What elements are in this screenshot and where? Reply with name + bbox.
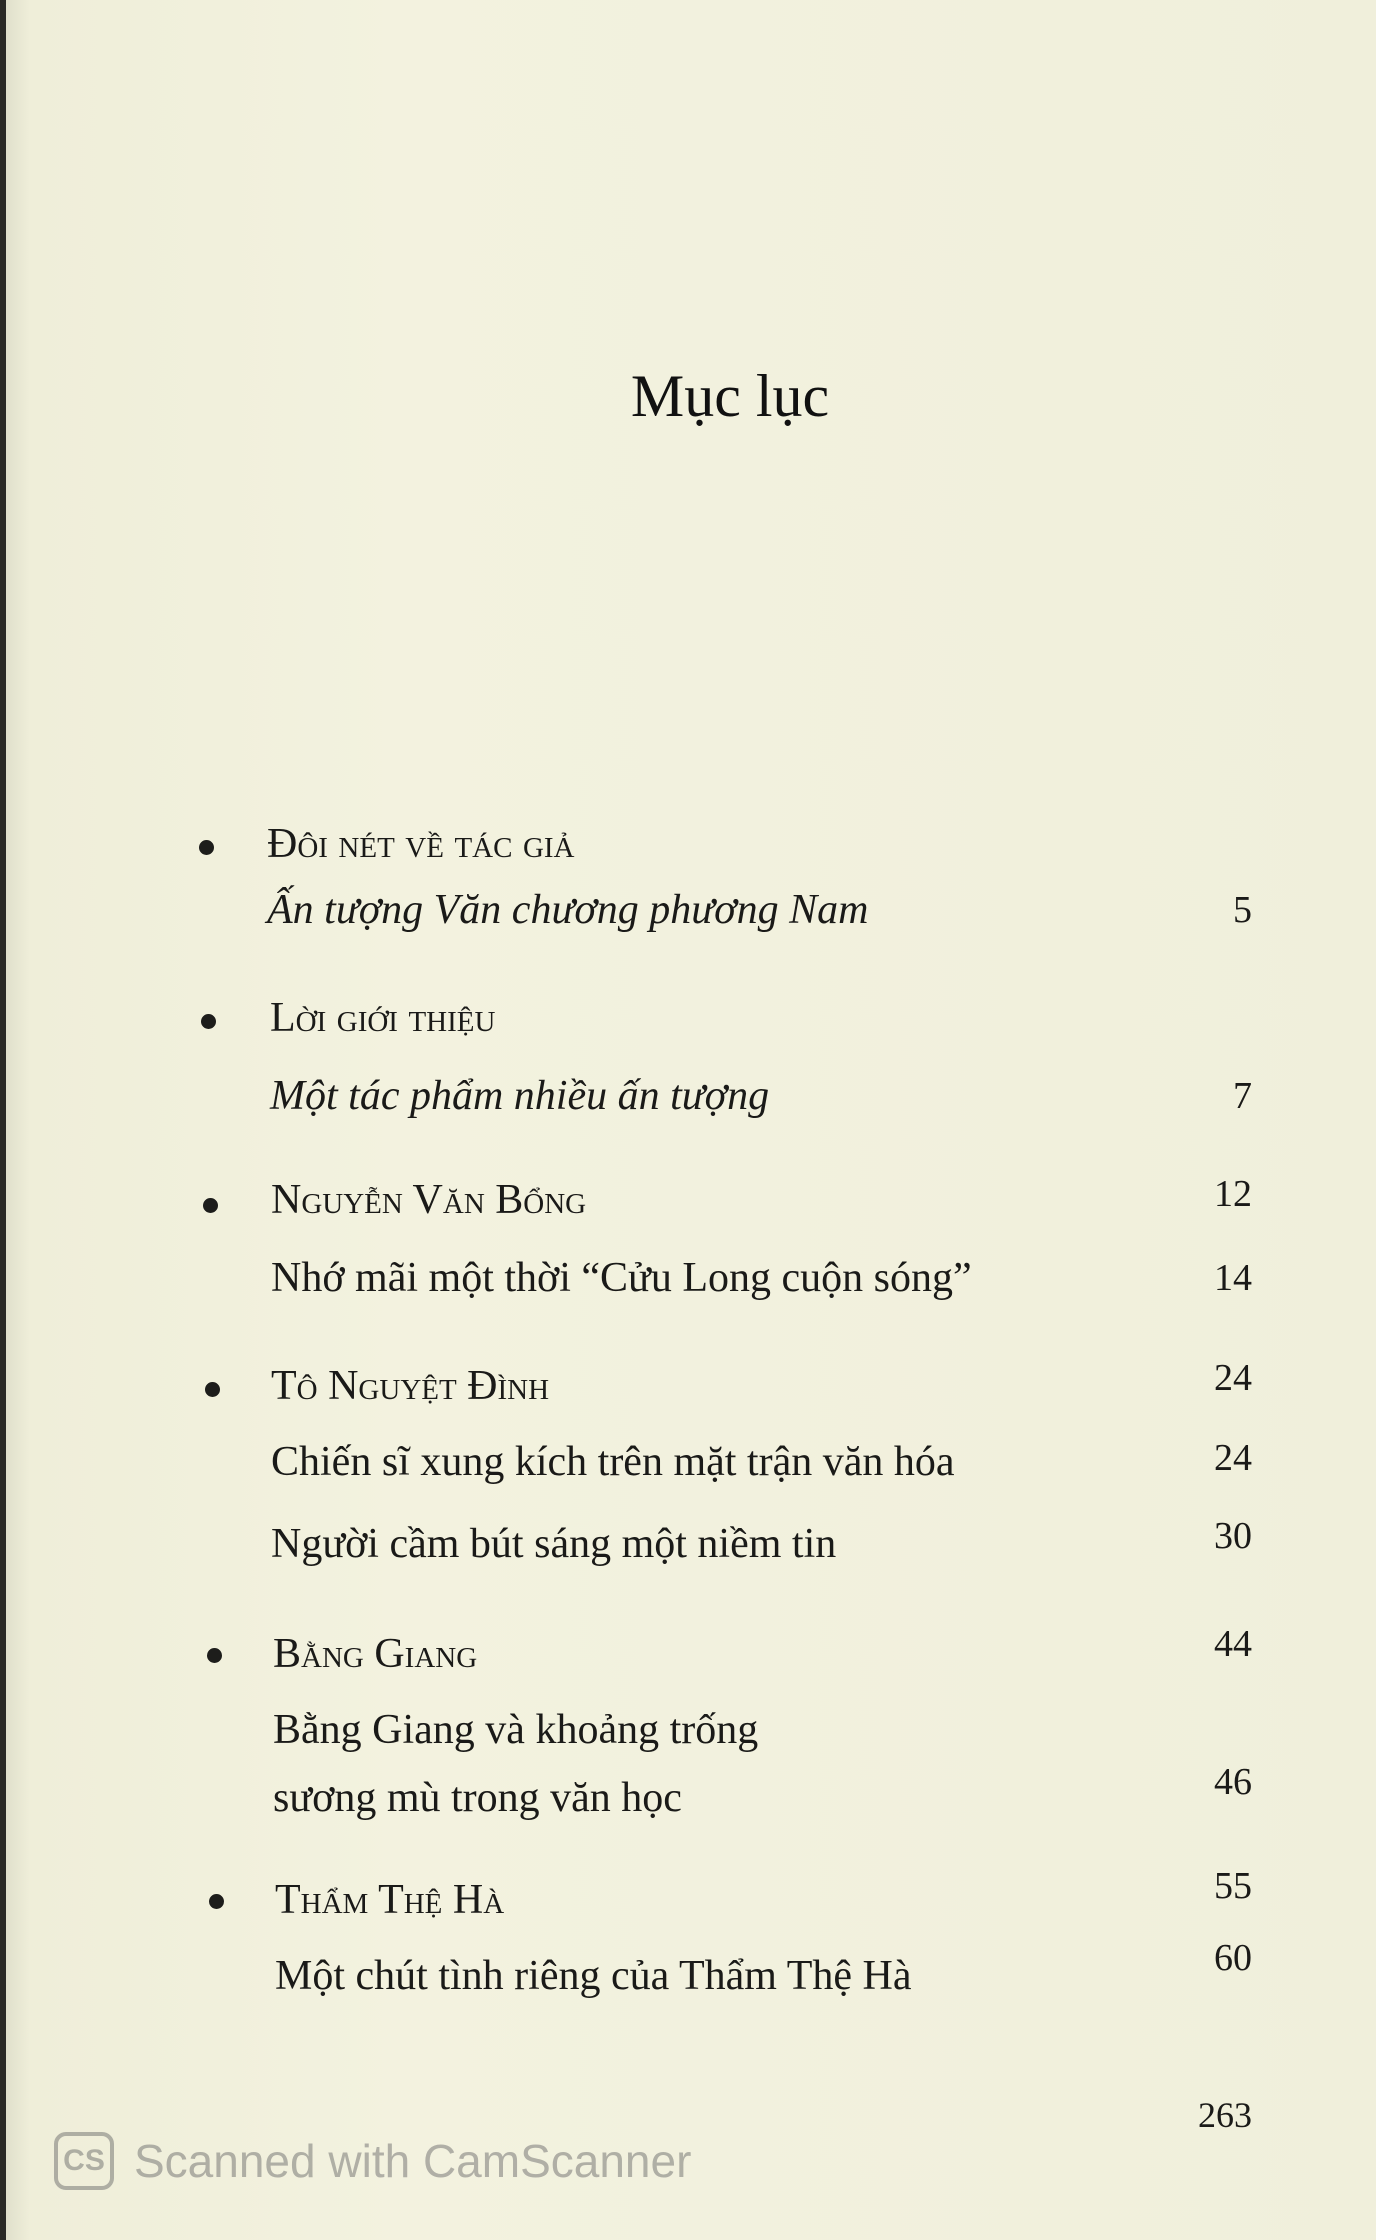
toc-page-4-1: 24: [1214, 1437, 1252, 1479]
bullet-icon: [205, 1382, 220, 1397]
toc-author-6: Thẩm Thệ Hà: [275, 1877, 505, 1923]
toc-author-1: Đôi nét về tác giả: [267, 821, 575, 867]
toc-page-5-1: 46: [1214, 1761, 1252, 1803]
toc-entry-6-1: Một chút tình riêng của Thẩm Thệ Hà: [275, 1953, 912, 1999]
camscanner-logo-icon: CS: [54, 2132, 114, 2190]
toc-page-2-1: 7: [1233, 1075, 1252, 1117]
toc-entry-4-1: Chiến sĩ xung kích trên mặt trận văn hóa: [271, 1439, 955, 1485]
toc-page-1-1: 5: [1233, 889, 1252, 931]
toc-author-5: Bằng Giang: [273, 1631, 478, 1677]
bullet-icon: [209, 1894, 224, 1909]
toc-entry-1-1: Ấn tượng Văn chương phương Nam: [267, 887, 869, 933]
toc-author-page-5: 44: [1214, 1623, 1252, 1665]
toc-author-page-3: 12: [1214, 1173, 1252, 1215]
toc-page-4-2: 30: [1214, 1515, 1252, 1557]
page-number: 263: [1198, 2095, 1252, 2135]
toc-page-6-1: 60: [1214, 1937, 1252, 1979]
toc-author-2: Lời giới thiệu: [270, 995, 496, 1041]
camscanner-watermark: [54, 2132, 691, 2190]
bullet-icon: [207, 1648, 222, 1663]
toc-author-page-6: 55: [1214, 1865, 1252, 1907]
bullet-icon: [199, 840, 214, 855]
toc-entry-5-1-line2: sương mù trong văn học: [273, 1775, 682, 1821]
watermark-text: Scanned with CamScanner: [134, 2135, 692, 2187]
toc-author-4: Tô Nguyệt Đình: [271, 1363, 550, 1409]
toc-author-3: Nguyễn Văn Bổng: [271, 1177, 587, 1223]
toc-entry-4-2: Người cầm bút sáng một niềm tin: [271, 1521, 837, 1567]
toc-entry-3-1: Nhớ mãi một thời “Cửu Long cuộn sóng”: [271, 1255, 972, 1301]
bullet-icon: [201, 1014, 216, 1029]
toc-page-3-1: 14: [1214, 1257, 1252, 1299]
bullet-icon: [203, 1198, 218, 1213]
toc-entry-5-1-line1: Bằng Giang và khoảng trống: [273, 1707, 759, 1753]
page-title: Mục lục: [630, 363, 830, 429]
toc-entry-2-1: Một tác phẩm nhiều ấn tượng: [270, 1073, 770, 1119]
page-edge-shadow: [0, 0, 6, 2240]
toc-author-page-4: 24: [1214, 1357, 1252, 1399]
